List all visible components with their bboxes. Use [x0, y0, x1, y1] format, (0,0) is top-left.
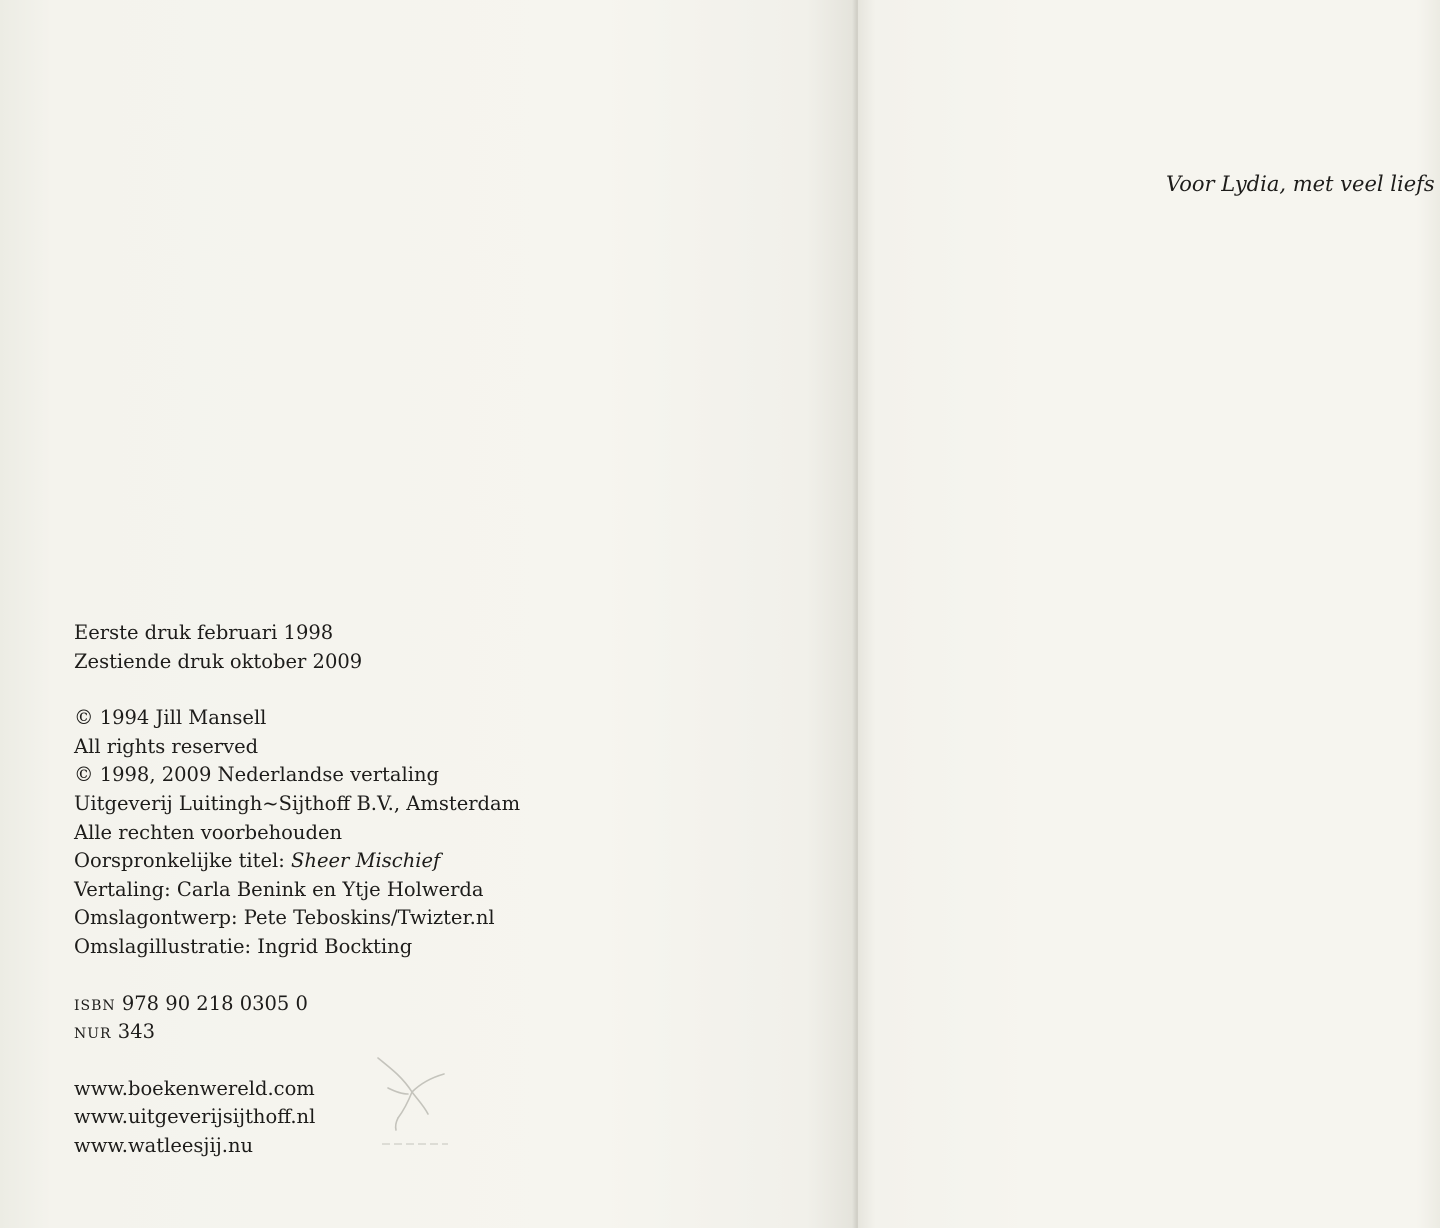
copyright-author-line: © 1994 Jill Mansell — [74, 706, 267, 730]
rights-reserved-line: All rights reserved — [74, 734, 259, 758]
cover-illustration-line: Omslagillustratie: Ingrid Bockting — [74, 934, 413, 958]
publisher-line: Uitgeverij Luitingh~Sijthoff B.V., Amsterdam — [74, 791, 521, 815]
translation-copyright-line: © 1998, 2009 Nederlandse vertaling — [74, 763, 439, 787]
spacer — [74, 962, 520, 990]
website-link[interactable]: www.boekenwereld.com — [74, 1076, 315, 1100]
website-link[interactable]: www.uitgeverijsijthoff.nl — [74, 1105, 316, 1129]
translators-line: Vertaling: Carla Benink en Ytje Holwerda — [74, 877, 484, 901]
current-printing-line: Zestiende druk oktober 2009 — [74, 649, 363, 673]
website-link[interactable]: www.watleesjij.nu — [74, 1133, 254, 1157]
isbn-value: 978 90 218 0305 0 — [115, 991, 308, 1015]
rights-reserved-dutch-line: Alle rechten voorbehouden — [74, 820, 343, 844]
spacer — [74, 676, 520, 704]
publisher-bird-logo-icon — [368, 1048, 458, 1158]
isbn-label: isbn — [74, 991, 116, 1015]
original-title: Sheer Mischief — [291, 849, 441, 873]
original-title-line — [74, 847, 520, 876]
first-printing-line: Eerste druk februari 1998 — [74, 621, 334, 644]
nur-label: nur — [74, 1020, 112, 1044]
cover-design-line: Omslagontwerp: Pete Teboskins/Twizter.nl — [74, 906, 495, 930]
nur-line — [74, 1018, 520, 1047]
original-title-label: Oorspronkelijke titel: — [74, 849, 292, 873]
dedication-text: Voor Lydia, met veel liefs — [1166, 172, 1435, 196]
isbn-line — [74, 990, 520, 1019]
nur-value: 343 — [111, 1020, 156, 1044]
